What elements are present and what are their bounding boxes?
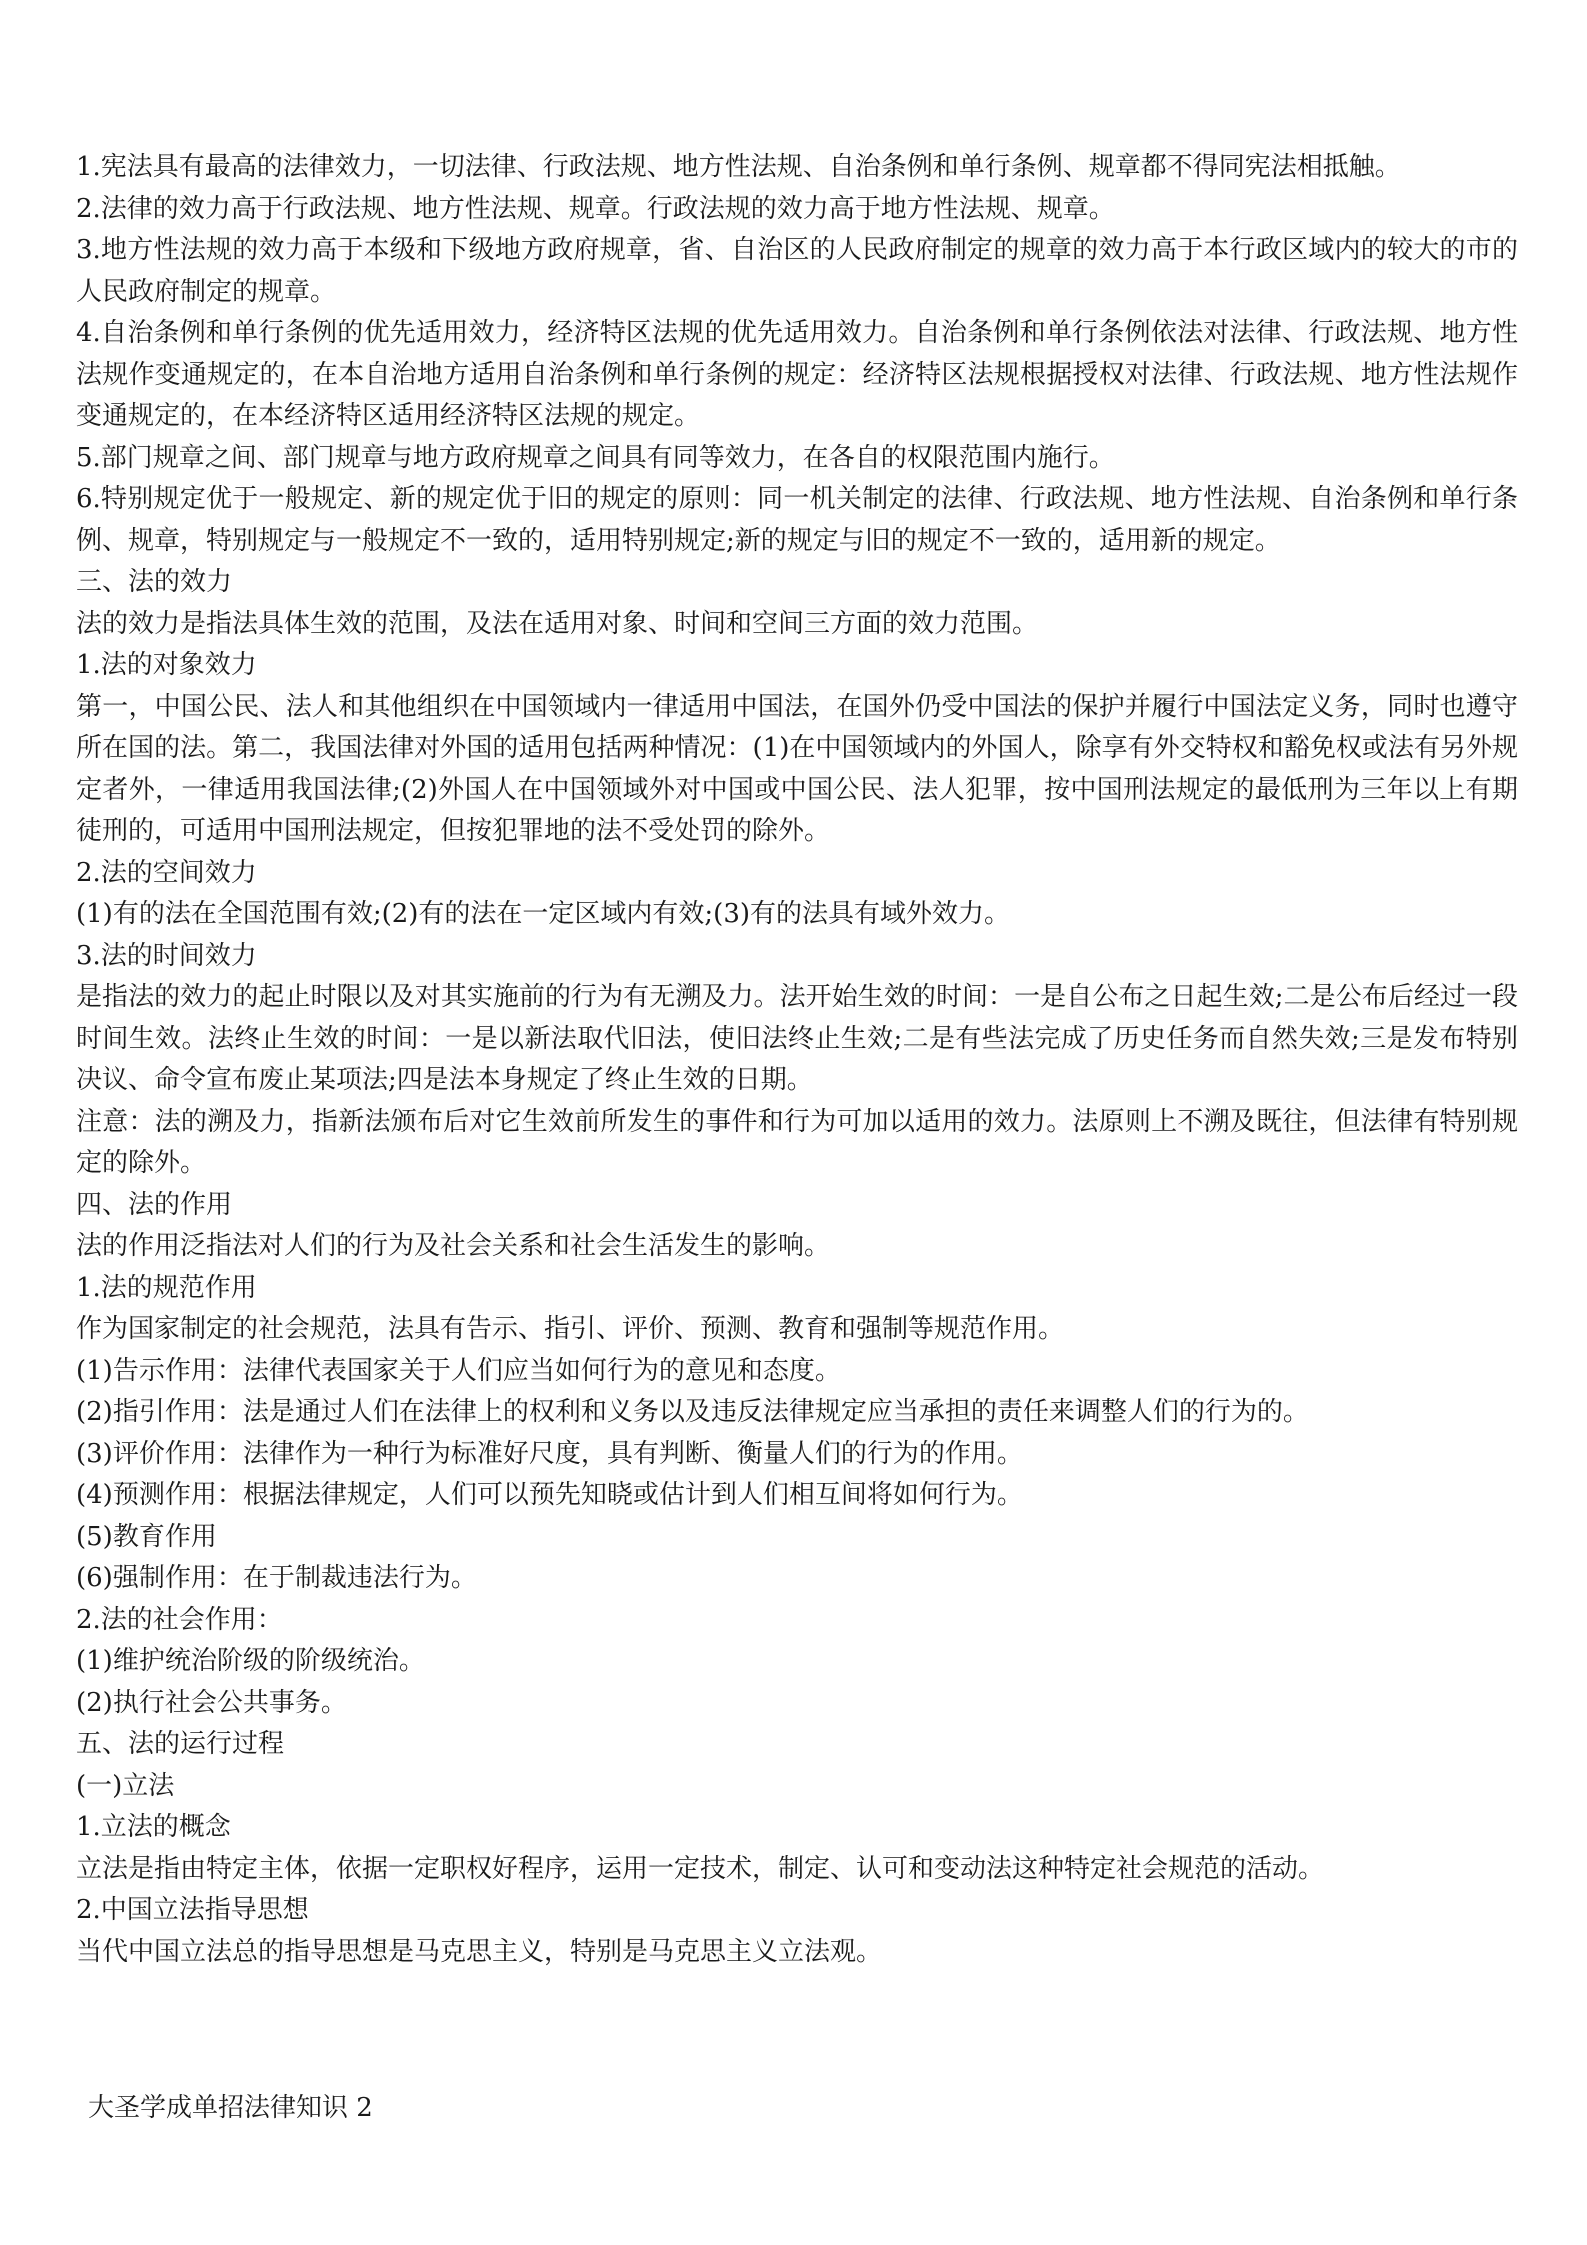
paragraph: 3.地方性法规的效力高于本级和下级地方政府规章，省、自治区的人民政府制定的规章的效力高于本行政区域内的较大的市的人民政府制定的规章。 <box>76 235 1518 307</box>
list-item: (2)执行社会公共事务。 <box>76 1687 347 1718</box>
paragraph: 注意：法的溯及力，指新法颁布后对它生效前所发生的事件和行为可加以适用的效力。法原则上不溯及既往，但法律有特别规定的除外。 <box>76 1106 1518 1178</box>
list-item: (6)强制作用：在于制裁违法行为。 <box>76 1563 477 1593</box>
paragraph: 1.宪法具有最高的法律效力，一切法律、行政法规、地方性法规、自治条例和单行条例、规章都不得同宪法相抵触。 <box>76 152 1401 182</box>
subsection-heading: 2.中国立法指导思想 <box>76 1895 309 1925</box>
paragraph: 当代中国立法总的指导思想是马克思主义，特别是马克思主义立法观。 <box>76 1936 883 1967</box>
subsection-heading: 3.法的时间效力 <box>76 940 257 971</box>
paragraph: 第一，中国公民、法人和其他组织在中国领域内一律适用中国法，在国外仍受中国法的保护并履行中国法定义务，同时也遵守所在国的法。第二，我国法律对外国的适用包括两种情况：(1)在中国领域内的外国人，除享有外交特权和豁免权或法有另外规定者外，一律适用我国法律;(2)外国人在中国领域外对中国或中国公民、法人犯罪，按中国刑法规定的最低刑为三年以上有期徒刑的，可适用中国刑法规定，但按犯罪地的法不受处罚的除外。 <box>76 691 1518 846</box>
section-heading: 四、法的作用 <box>76 1189 233 1220</box>
paragraph: 4.自治条例和单行条例的优先适用效力，经济特区法规的优先适用效力。自治条例和单行条例依法对法律、行政法规、地方性法规作变通规定的，在本自治地方适用自治条例和单行条例的规定：经济特区法规根据授权对法律、行政法规、地方性法规作变通规定的，在本经济特区适用经济特区法规的规定。 <box>76 318 1518 431</box>
subsection-heading: 1.法的对象效力 <box>76 650 257 680</box>
list-item: (1)维护统治阶级的阶级统治。 <box>76 1646 425 1676</box>
paragraph: 立法是指由特定主体，依据一定职权好程序，运用一定技术，制定、认可和变动法这种特定社会规范的活动。 <box>76 1853 1325 1884</box>
paragraph: 作为国家制定的社会规范，法具有告示、指引、评价、预测、教育和强制等规范作用。 <box>76 1314 1065 1344</box>
list-item: (4)预测作用：根据法律规定，人们可以预先知晓或估计到人们相互间将如何行为。 <box>76 1480 1023 1510</box>
paragraph: 2.法律的效力高于行政法规、地方性法规、规章。行政法规的效力高于地方性法规、规章。 <box>76 193 1115 224</box>
subsection-heading: 2.法的社会作用： <box>76 1604 283 1635</box>
list-item: (2)指引作用：法是通过人们在法律上的权利和义务以及违反法律规定应当承担的责任来调整人们的行为的。 <box>76 1397 1309 1427</box>
page-footer: 大圣学成单招法律知识 2 <box>88 2093 373 2123</box>
document-body <box>76 147 1518 1973</box>
paragraph: 法的效力是指法具体生效的范围，及法在适用对象、时间和空间三方面的效力范围。 <box>76 608 1039 639</box>
paragraph: (1)有的法在全国范围有效;(2)有的法在一定区域内有效;(3)有的法具有域外效力。 <box>76 899 1011 929</box>
paragraph: 5.部门规章之间、部门规章与地方政府规章之间具有同等效力，在各自的权限范围内施行。 <box>76 442 1115 473</box>
list-item: (3)评价作用：法律作为一种行为标准好尺度，具有判断、衡量人们的行为的作用。 <box>76 1438 1023 1469</box>
subsection-heading: 1.法的规范作用 <box>76 1272 257 1303</box>
paragraph: 法的作用泛指法对人们的行为及社会关系和社会生活发生的影响。 <box>76 1231 831 1261</box>
subsection-heading: 2.法的空间效力 <box>76 857 257 888</box>
section-heading: 五、法的运行过程 <box>76 1729 285 1759</box>
subsection-heading: (一)立法 <box>76 1770 175 1801</box>
list-item: (5)教育作用 <box>76 1521 217 1552</box>
paragraph: 6.特别规定优于一般规定、新的规定优于旧的规定的原则：同一机关制定的法律、行政法规、地方性法规、自治条例和单行条例、规章，特别规定与一般规定不一致的，适用特别规定;新的规定与旧的规定不一致的，适用新的规定。 <box>76 484 1518 556</box>
subsection-heading: 1.立法的概念 <box>76 1812 231 1842</box>
list-item: (1)告示作用：法律代表国家关于人们应当如何行为的意见和态度。 <box>76 1355 841 1386</box>
section-heading: 三、法的效力 <box>76 567 233 597</box>
paragraph: 是指法的效力的起止时限以及对其实施前的行为有无溯及力。法开始生效的时间：一是自公布之日起生效;二是公布后经过一段时间生效。法终止生效的时间：一是以新法取代旧法，使旧法终止生效;二是有些法完成了历史任务而自然失效;三是发布特别决议、命令宣布废止某项法;四是法本身规定了终止生效的日期。 <box>76 982 1518 1095</box>
